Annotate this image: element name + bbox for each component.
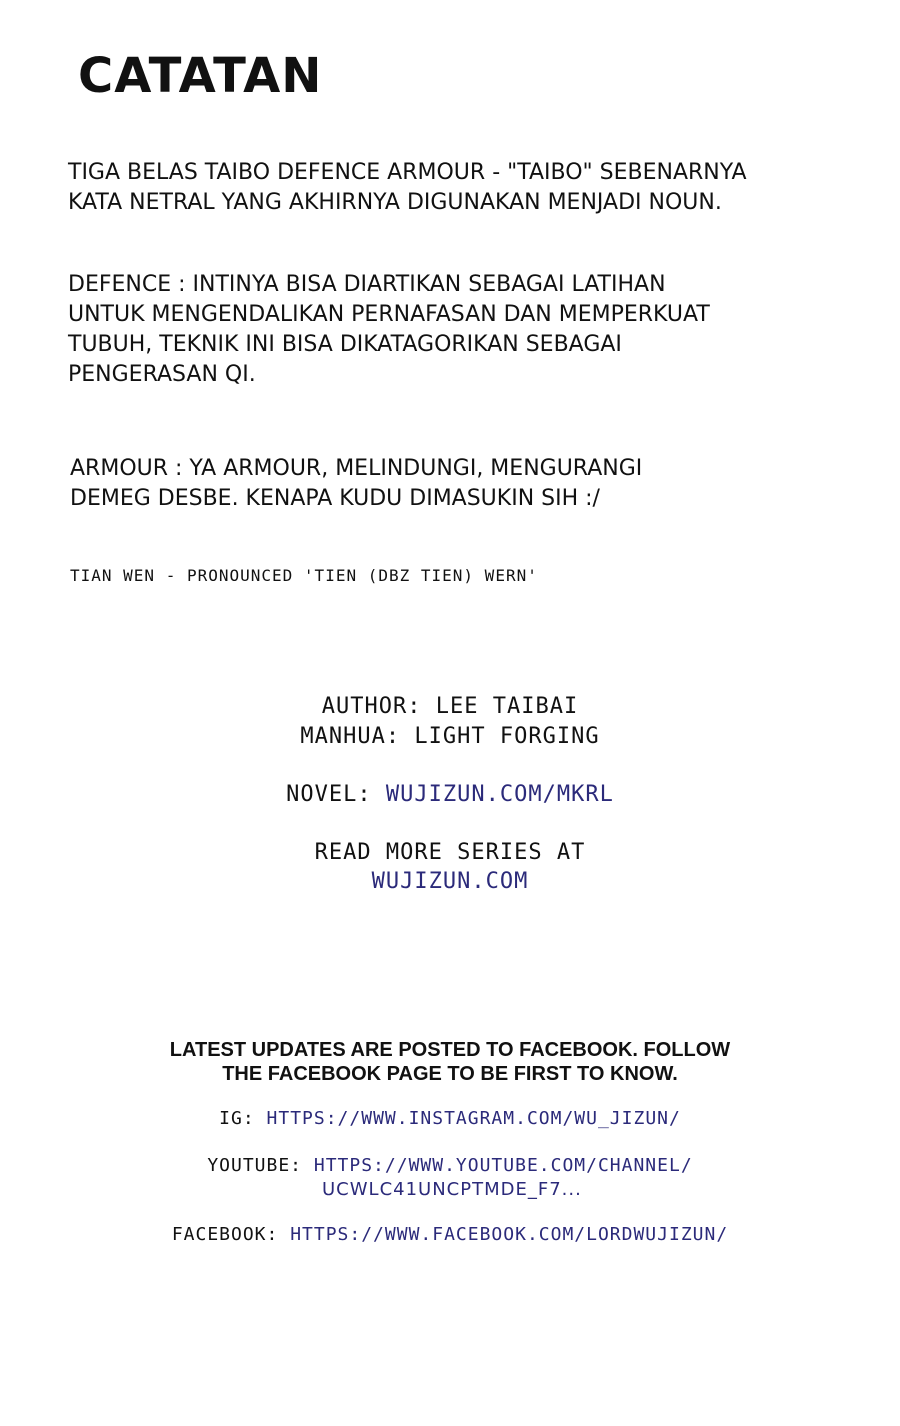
facebook-line — [0, 1222, 900, 1247]
youtube-link[interactable]: HTTPS://WWW.YOUTUBE.COM/CHANNEL/ — [313, 1155, 693, 1176]
author-line: AUTHOR: LEE TAIBAI — [321, 694, 579, 719]
instagram-link[interactable]: HTTPS://WWW.INSTAGRAM.COM/WU_JIZUN/ — [266, 1108, 681, 1129]
note-armour-paragraph: ARMOUR : YA ARMOUR, MELINDUNGI, MENGURANGI DEMEG DESBE. KENAPA KUDU DIMASUKIN SIH :/ — [70, 456, 643, 511]
youtube-label: YOUTUBE: — [207, 1155, 303, 1176]
facebook-notice-line-1: LATEST UPDATES ARE POSTED TO FACEBOOK. FOLLOW — [169, 1039, 731, 1061]
novel-label: NOVEL: — [286, 782, 372, 807]
youtube-line — [0, 1153, 900, 1178]
note-taibo-paragraph: TIGA BELAS TAIBO DEFENCE ARMOUR - "TAIBO" SEBENARNYA KATA NETRAL YANG AKHIRNYA DIGUNAKAN MENJADI NOUN. — [68, 160, 747, 215]
novel-line — [0, 780, 900, 809]
facebook-label: FACEBOOK: — [171, 1224, 279, 1245]
note-defence-paragraph: DEFENCE : INTINYA BISA DIARTIKAN SEBAGAI LATIHAN UNTUK MENGENDALIKAN PERNAFASAN DAN MEMPERKUAT TUBUH, TEKNIK INI BISA DIKATAGORIKAN SEBAGAI PENGERASAN QI. — [68, 272, 710, 387]
youtube-link-continued[interactable]: UCWLC41UNCPTMDE_F7... — [322, 1179, 582, 1200]
facebook-notice-line-2: THE FACEBOOK PAGE TO BE FIRST TO KNOW. — [222, 1063, 678, 1085]
read-more-line: READ MORE SERIES AT — [314, 840, 586, 865]
site-link[interactable]: WUJIZUN.COM — [371, 869, 529, 894]
instagram-line — [0, 1106, 900, 1131]
manhua-line: MANHUA: LIGHT FORGING — [300, 724, 600, 749]
page-title: CATATAN — [78, 48, 323, 104]
pronunciation-note: TIAN WEN - PRONOUNCED 'TIEN (DBZ TIEN) WERN' — [70, 566, 538, 585]
facebook-link[interactable]: HTTPS://WWW.FACEBOOK.COM/LORDWUJIZUN/ — [290, 1224, 729, 1245]
novel-link[interactable]: WUJIZUN.COM/MKRL — [385, 782, 614, 807]
instagram-label: IG: — [219, 1108, 255, 1129]
